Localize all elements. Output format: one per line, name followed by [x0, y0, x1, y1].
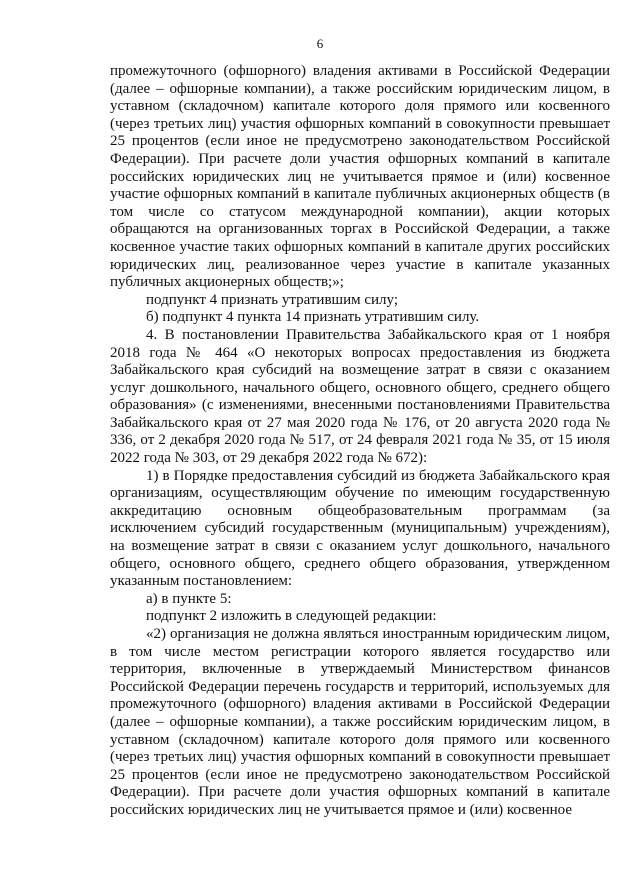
document-body [110, 63, 610, 820]
paragraph-item-1: 1) в Порядке предоставления субсидий из бюджета Забайкальского края организациям, осуществляющим обучение по имеющим государственную аккредитацию основным общеобразовательным программам (за исключением субсидий государственным (муниципальным) учреждениям), на возмещение затрат в связи с оказанием услуг дошкольного, начального общего, основного общего, среднего общего образования, утвержденном указанным постановлением: [110, 467, 610, 590]
page-number: 6 [316, 36, 324, 51]
paragraph-quoted-subpoint-2: «2) организация не должна являться иностранным юридическим лицом, в том числе местом регистрации которого является государство или территория, включенные в утверждаемый Министерством финансов Российской Федерации перечень государств и территорий, используемых для промежуточного (офшорного) владения активами в Российской Федерации (далее – офшорные компании), а также российским юридическим лицом, в уставном (складочном) капитале которого доля прямого или косвенного (через третьих лиц) участия офшорных компаний в совокупности превышает 25 процентов (если иное не предусмотрено законодательством Российской Федерации). При расчете доли участия офшорных компаний в капитале российских юридических лиц не учитывается прямое и (или) косвенное [110, 626, 610, 818]
paragraph-subpoint-2: подпункт 2 изложить в следующей редакции: [146, 608, 437, 625]
paragraph-subpoint-4: подпункт 4 признать утратившим силу; [146, 291, 398, 308]
paragraph-point-4: 4. В постановлении Правительства Забайкальского края от 1 ноября 2018 года № 464 «О некоторых вопросах предоставления из бюджета Забайкальского края субсидий на возмещение затрат в связи с оказанием услуг дошкольного, начального общего, основного общего, среднего общего образования» (с изменениями, внесенными постановлениями Правительства Забайкальского края от 27 мая 2020 года № 176, от 20 августа 2020 года № 336, от 2 декабря 2020 года № 517, от 24 февраля 2021 года № 35, от 15 июля 2022 года № 303, от 29 декабря 2022 года № 672): [110, 326, 610, 467]
paragraph-continuation: промежуточного (офшорного) владения активами в Российской Федерации (далее – офшорные компании), а также российским юридическим лицом, в уставном (складочном) капитале которого доля прямого или косвенного (через третьих лиц) участия офшорных компаний в совокупности превышает 25 процентов (если иное не предусмотрено законодательством Российской Федерации). При расчете доли участия офшорных компаний в капитале российских юридических лиц не учитывается прямое и (или) косвенное участие офшорных компаний в капитале публичных акционерных обществ (в том числе со статусом международной компании), акции которых обращаются на организованных торгах в Российской Федерации, а также косвенное участие таких офшорных компаний в капитале других российских юридических лиц, реализованное через участие в капитале указанных публичных акционерных обществ;»; [110, 63, 610, 291]
paragraph-item-b: б) подпункт 4 пункта 14 признать утратившим силу. [146, 309, 480, 326]
paragraph-item-a: а) в пункте 5: [146, 590, 232, 607]
